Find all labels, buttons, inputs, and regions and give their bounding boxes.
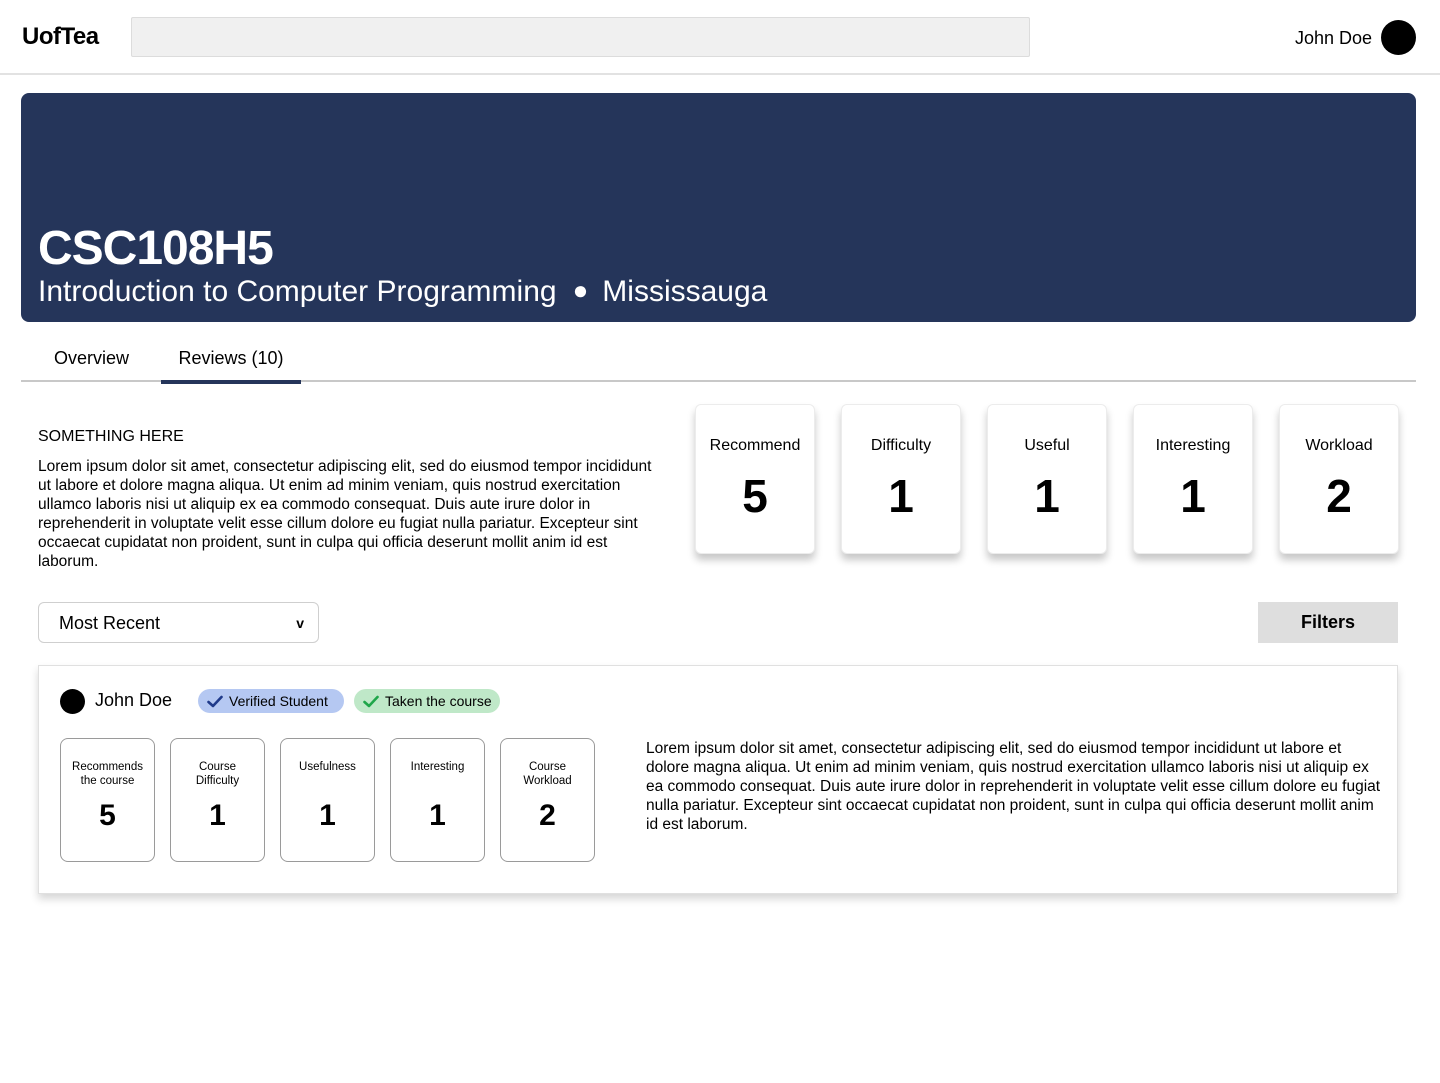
rating-card-interesting	[390, 738, 485, 862]
top-bar	[0, 0, 1440, 75]
sort-selected-value: Most Recent	[59, 613, 161, 633]
stat-value: 1	[1180, 470, 1206, 522]
filters-button[interactable]: Filters	[1258, 602, 1398, 643]
reviewer-avatar	[60, 689, 85, 714]
stat-label: Recommend	[709, 437, 801, 454]
stat-card-useful	[987, 404, 1107, 554]
stat-value: 1	[888, 470, 914, 522]
review-card	[38, 665, 1398, 894]
course-subtitle	[38, 275, 767, 309]
rating-card-recommends	[60, 738, 155, 862]
tab-overview[interactable]: Overview	[53, 348, 129, 368]
rating-value: 1	[319, 799, 336, 832]
rating-label: Recommends the course	[72, 761, 143, 787]
summary-heading: SOMETHING HERE	[38, 428, 184, 445]
user-name[interactable]: John Doe	[1294, 28, 1372, 48]
tab-bar	[21, 338, 1416, 382]
verified-student-badge	[198, 689, 344, 713]
course-code: CSC108H5	[38, 222, 273, 275]
rating-card-workload	[500, 738, 595, 862]
rating-value: 1	[429, 799, 446, 832]
stat-label: Interesting	[1155, 437, 1231, 454]
summary-text: Lorem ipsum dolor sit amet, consectetur adipiscing elit, sed do eiusmod tempor incididunt ut labore et dolore magna aliqua. Ut enim ad minim veniam, quis nostrud exercitation ullamco laboris nisi ut aliquip ex ea commodo consequat. Duis aute irure dolor in reprehenderit in voluptate velit esse cillum dolore eu fugiat nulla pariatur. Excepteur sint occaecat cupidatat non proident, sunt in culpa qui officia deserunt mollit anim id est laborum.	[38, 458, 652, 570]
course-banner	[21, 93, 1416, 322]
check-icon	[363, 695, 379, 708]
rating-card-usefulness	[280, 738, 375, 862]
stat-card-interesting	[1133, 404, 1253, 554]
search-input[interactable]	[131, 17, 1030, 57]
stat-card-difficulty	[841, 404, 961, 554]
rating-label: Usefulness	[299, 761, 356, 773]
stat-value: 5	[742, 470, 768, 522]
rating-label: Interesting	[410, 761, 465, 773]
check-icon	[207, 695, 223, 708]
course-campus: Mississauga	[602, 275, 768, 308]
reviewer-name: John Doe	[95, 690, 173, 710]
chevron-down-icon: v	[296, 615, 304, 631]
rating-label: Course Workload	[523, 761, 572, 787]
sort-dropdown[interactable]	[38, 602, 319, 643]
rating-value: 2	[539, 799, 556, 832]
badge-label: Verified Student	[229, 693, 328, 709]
course-title: Introduction to Computer Programming	[38, 275, 557, 308]
rating-value: 1	[209, 799, 226, 832]
bullet-separator: ●	[572, 275, 589, 305]
stat-label: Workload	[1305, 437, 1373, 454]
tab-reviews[interactable]: Reviews (10)	[161, 348, 301, 382]
stat-label: Difficulty	[870, 437, 932, 454]
stat-label: Useful	[1024, 437, 1070, 454]
rating-label: Course Difficulty	[195, 761, 240, 787]
review-text: Lorem ipsum dolor sit amet, consectetur adipiscing elit, sed do eiusmod tempor incididunt ut labore et dolore magna aliqua. Ut enim ad minim veniam, quis nostrud exercitation ullamco laboris nisi ut aliquip ex ea commodo consequat. Duis aute irure dolor in reprehenderit in voluptate velit esse cillum dolore eu fugiat nulla pariatur. Excepteur sint occaecat cupidatat non proident, sunt in culpa qui officia deserunt mollit anim id est laborum.	[646, 740, 1381, 833]
stat-card-workload	[1279, 404, 1399, 554]
user-avatar[interactable]	[1381, 20, 1416, 55]
rating-value: 5	[99, 799, 116, 832]
app-logo[interactable]: UofTea	[22, 23, 99, 50]
stat-card-recommend	[695, 404, 815, 554]
taken-course-badge	[354, 689, 500, 713]
badge-label: Taken the course	[385, 693, 492, 709]
stat-value: 2	[1326, 470, 1352, 522]
stat-value: 1	[1034, 470, 1060, 522]
rating-card-difficulty	[170, 738, 265, 862]
